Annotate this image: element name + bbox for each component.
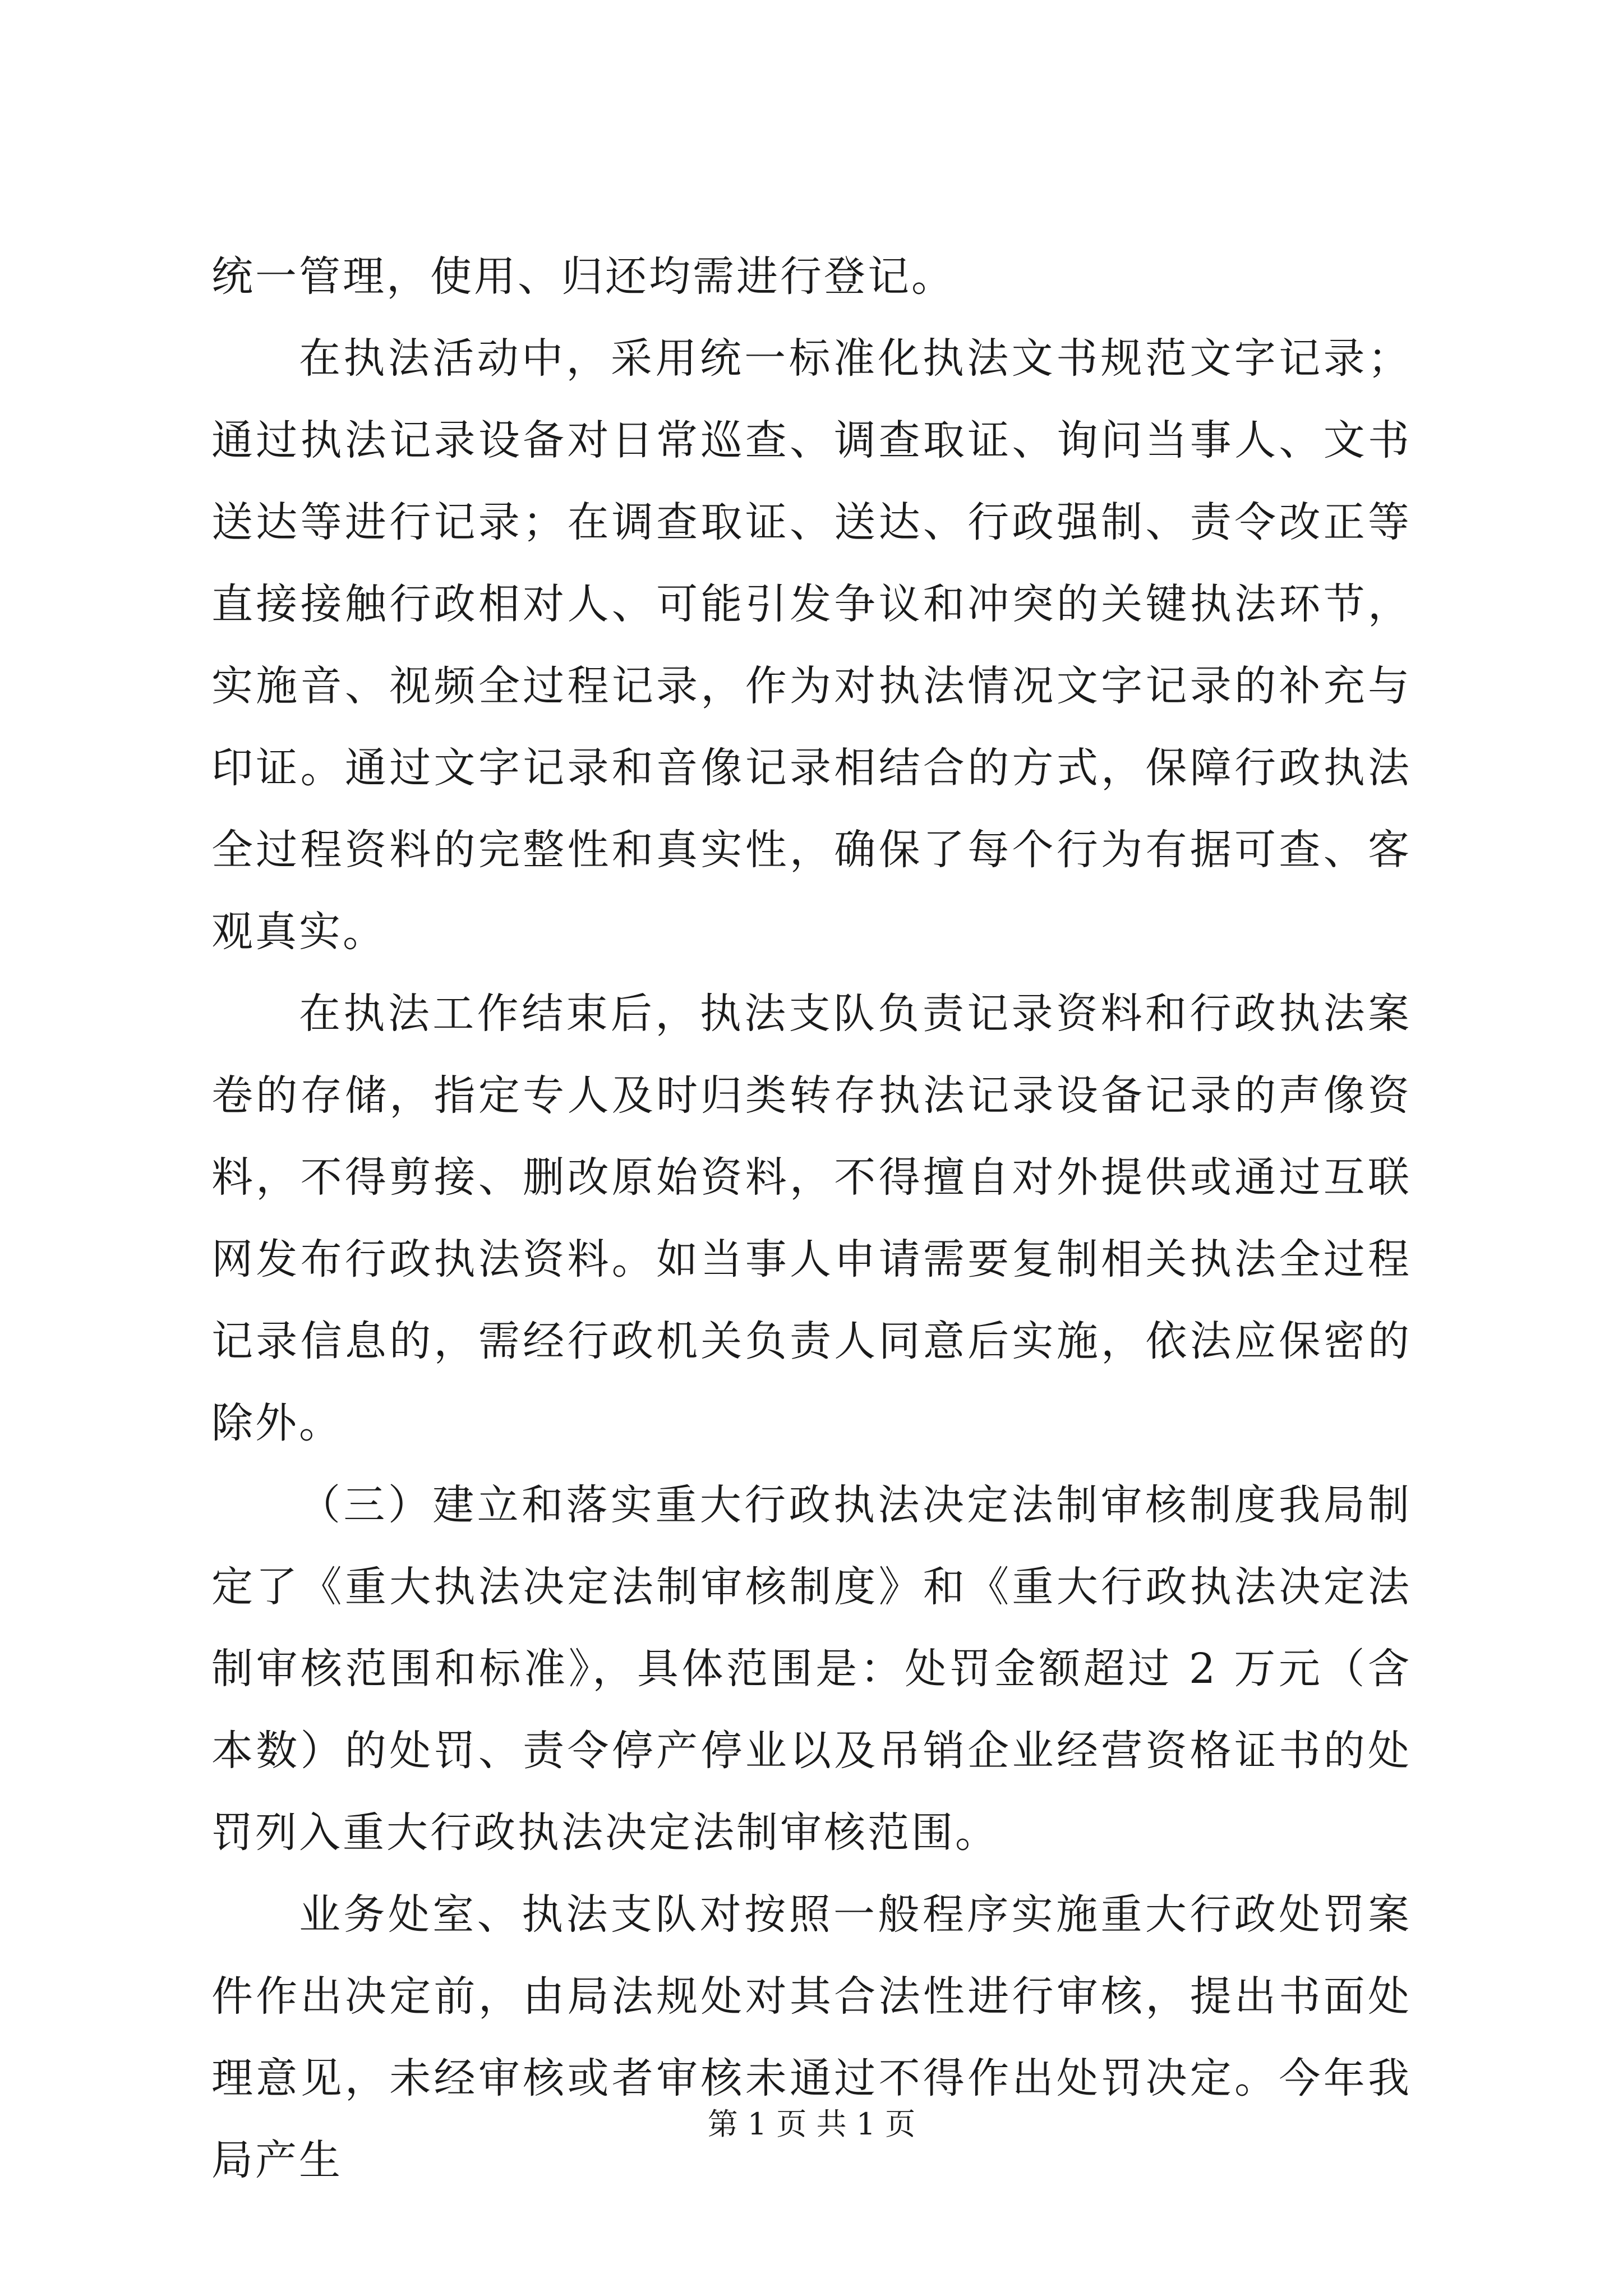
paragraph-5: 业务处室、执法支队对按照一般程序实施重大行政处罚案件作出决定前，由局法规处对其合法性进行审核，提出书面处理意见，未经审核或者审核未通过不得作出处罚决定。今年我局产生 — [211, 1890, 1412, 2184]
paragraph-2: 在执法活动中，采用统一标准化执法文书规范文字记录；通过执法记录设备对日常巡查、调查取证、询问当事人、文书送达等进行记录；在调查取证、送达、行政强制、责令改正等直接接触行政相对人、可能引发争议和冲突的关键执法环节，实施音、视频全过程记录，作为对执法情况文字记录的补充与印证。通过文字记录和音像记录相结合的方式，保障行政执法全过程资料的完整性和真实性，确保了每个行为有据可查、客观真实。 — [211, 334, 1412, 956]
paragraph-3: 在执法工作结束后，执法支队负责记录资料和行政执法案卷的存储，指定专人及时归类转存执法记录设备记录的声像资料，不得剪接、删改原始资料，不得擅自对外提供或通过互联网发布行政执法资料。如当事人申请需要复制相关执法全过程记录信息的，需经行政机关负责人同意后实施，依法应保密的除外。 — [211, 990, 1412, 1447]
paragraph-1: 统一管理，使用、归还均需进行登记。 — [211, 252, 955, 301]
paragraph-4: （三）建立和落实重大行政执法决定法制审核制度我局制定了《重大执法决定法制审核制度》和《重大行政执法决定法制审核范围和标准》，具体范围是：处罚金额超过 2 万元（含本数）的处罚、责令停产停业以及吊销企业经营资格证书的处罚列入重大行政执法决定法制审核范围。 — [211, 1481, 1412, 1857]
page-footer: 第 1 页 共 1 页 — [707, 2106, 916, 2142]
document-body — [211, 236, 1412, 2201]
